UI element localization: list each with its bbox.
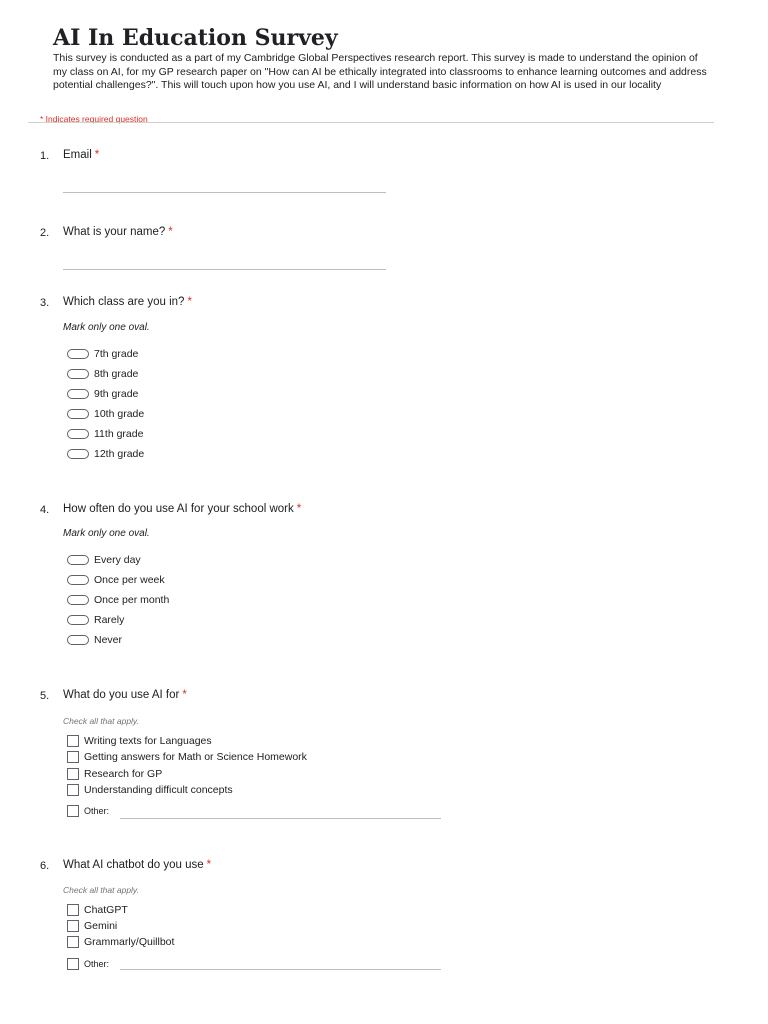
option-label: 12th grade (94, 448, 145, 460)
required-note: * Indicates required question (40, 114, 148, 124)
checkbox[interactable] (67, 920, 79, 932)
radio-oval[interactable] (67, 409, 89, 419)
question-name (63, 226, 173, 238)
question-use-for (63, 689, 187, 701)
radio-oval[interactable] (67, 449, 89, 459)
question-frequency (63, 503, 301, 515)
question-title: Which class are you in? (63, 296, 185, 308)
checkbox[interactable] (67, 958, 79, 970)
option-label: 7th grade (94, 348, 139, 360)
radio-option[interactable] (67, 613, 124, 627)
checkbox[interactable] (67, 751, 79, 763)
question-number: 6. (40, 860, 50, 872)
checkbox-option[interactable] (67, 734, 212, 748)
other-text-field[interactable] (120, 818, 441, 819)
question-title: What AI chatbot do you use (63, 859, 204, 871)
checkbox-option-other[interactable] (67, 957, 109, 971)
question-instruction: Check all that apply. (63, 885, 139, 895)
radio-oval[interactable] (67, 615, 89, 625)
radio-option[interactable] (67, 387, 138, 401)
option-label: Once per week (94, 574, 165, 586)
radio-option[interactable] (67, 367, 138, 381)
radio-oval[interactable] (67, 349, 89, 359)
radio-oval[interactable] (67, 369, 89, 379)
radio-option[interactable] (67, 573, 165, 587)
radio-option[interactable] (67, 347, 138, 361)
radio-option[interactable] (67, 427, 143, 441)
other-text-field[interactable] (120, 969, 441, 970)
checkbox-option[interactable] (67, 783, 233, 797)
checkbox[interactable] (67, 735, 79, 747)
name-field[interactable] (63, 269, 386, 270)
checkbox-option[interactable] (67, 750, 307, 764)
question-instruction: Check all that apply. (63, 716, 139, 726)
option-label: Once per month (94, 594, 170, 606)
checkbox-option[interactable] (67, 919, 117, 933)
question-title: What do you use AI for (63, 689, 180, 701)
checkbox-option-other[interactable] (67, 804, 109, 818)
question-number: 5. (40, 690, 50, 702)
question-number: 3. (40, 297, 50, 309)
required-star: * (187, 296, 192, 308)
option-label: 9th grade (94, 388, 139, 400)
radio-oval[interactable] (67, 429, 89, 439)
radio-oval[interactable] (67, 389, 89, 399)
header-divider (28, 122, 714, 123)
checkbox[interactable] (67, 936, 79, 948)
option-label: 8th grade (94, 368, 139, 380)
option-label: Gemini (84, 920, 118, 932)
radio-option[interactable] (67, 633, 122, 647)
checkbox[interactable] (67, 904, 79, 916)
required-star: * (94, 149, 100, 161)
required-star: * (296, 503, 302, 515)
option-label: Writing texts for Languages (84, 735, 212, 747)
option-label: Rarely (94, 614, 125, 626)
radio-oval[interactable] (67, 595, 89, 605)
question-title: How often do you use AI for your school work (63, 503, 294, 515)
required-star: * (168, 226, 173, 238)
option-label: Getting answers for Math or Science Homework (84, 751, 307, 763)
question-number: 4. (40, 504, 50, 516)
radio-oval[interactable] (67, 555, 89, 565)
other-label: Other: (84, 959, 110, 969)
radio-oval[interactable] (67, 575, 89, 585)
form-title: AI In Education Survey (53, 25, 338, 51)
question-title: Email (63, 149, 92, 161)
option-label: 10th grade (94, 408, 145, 420)
radio-option[interactable] (67, 553, 141, 567)
form-description: This survey is conducted as a part of my Cambridge Global Perspectives research report. This survey is made to understand the opinion of my class on AI, for my GP research paper on "How can AI be ethically integrated into classrooms to enhance learning outcomes and address potential challenges?". This will touch upon how you use AI, and I will understand basic information on how AI is used in our locality (53, 52, 707, 91)
checkbox-option[interactable] (67, 903, 128, 917)
required-star: * (182, 689, 187, 701)
question-number: 2. (40, 227, 50, 239)
option-label: Grammarly/Quillbot (84, 936, 175, 948)
question-email (63, 149, 99, 161)
checkbox-option[interactable] (67, 935, 174, 949)
checkbox[interactable] (67, 784, 79, 796)
question-number: 1. (40, 150, 50, 162)
question-title: What is your name? (63, 226, 166, 238)
question-class (63, 296, 192, 308)
checkbox-option[interactable] (67, 767, 162, 781)
radio-oval[interactable] (67, 635, 89, 645)
question-chatbot (63, 859, 211, 871)
question-instruction: Mark only one oval. (63, 528, 150, 539)
option-label: Never (94, 634, 123, 646)
option-label: Research for GP (84, 768, 163, 780)
radio-option[interactable] (67, 447, 144, 461)
option-label: Understanding difficult concepts (84, 784, 233, 796)
option-label: Every day (94, 554, 141, 566)
question-instruction: Mark only one oval. (63, 322, 150, 333)
email-field[interactable] (63, 192, 386, 193)
option-label: 11th grade (94, 428, 144, 440)
other-label: Other: (84, 806, 110, 816)
required-star: * (206, 859, 212, 871)
option-label: ChatGPT (84, 904, 128, 916)
checkbox[interactable] (67, 805, 79, 817)
checkbox[interactable] (67, 768, 79, 780)
radio-option[interactable] (67, 407, 144, 421)
radio-option[interactable] (67, 593, 169, 607)
